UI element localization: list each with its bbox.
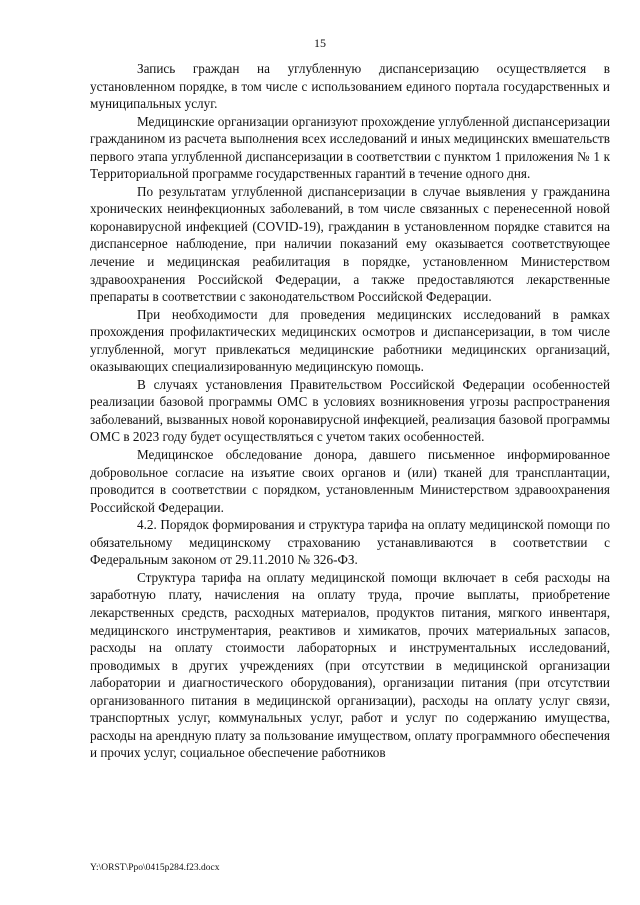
page-number: 15 bbox=[314, 36, 326, 50]
paragraph: 4.2. Порядок формирования и структура тарифа на оплату медицинской помощи по обязательному медицинскому страхованию устанавливаются в соответствии с Федеральным законом от 29.11.2010 № 326-ФЗ. bbox=[90, 517, 610, 568]
document-body bbox=[90, 60, 610, 762]
paragraph: Запись граждан на углубленную диспансеризацию осуществляется в установленном порядке, в том числе с использованием единого портала государственных и муниципальных услуг. bbox=[90, 61, 610, 112]
paragraph: По результатам углубленной диспансеризации в случае выявления у гражданина хронических неинфекционных заболеваний, в том числе связанных с перенесенной новой коронавирусной инфекцией (COVID-19), гражданин в установленном порядке ставится на диспансерное наблюдение, при наличии показаний ему оказывается соответствующее лечение и медицинская реабилитация в порядке, установленном Министерством здравоохранения Российской Федерации, а также предоставляются лекарственные препараты в соответствии с законодательством Российской Федерации. bbox=[90, 183, 610, 305]
paragraph: Медицинские организации организуют прохождение углубленной диспансеризации гражданином из расчета выполнения всех исследований и иных медицинских вмешательств первого этапа углубленной диспансеризации в соответствии с пунктом 1 приложения № 1 к Территориальной программе государственных гарантий в течение одного дня. bbox=[90, 113, 610, 182]
paragraph: При необходимости для проведения медицинских исследований в рамках прохождения профилактических медицинских осмотров и диспансеризации, в том числе углубленной, могут привлекаться медицинские работники медицинских организаций, оказывающих специализированную медицинскую помощь. bbox=[90, 306, 610, 375]
footer-file-path: Y:\ORST\Ppo\0415p284.f23.docx bbox=[90, 863, 220, 873]
paragraph: Структура тарифа на оплату медицинской помощи включает в себя расходы на заработную плату, начисления на оплату труда, прочие выплаты, приобретение лекарственных средств, расходных материалов, продуктов питания, мягкого инвентаря, медицинского инструментария, реактивов и химикатов, прочих материальных запасов, расходы на оплату стоимости лабораторных и инструментальных исследований, проводимых в других учреждениях (при отсутствии в медицинской организации лаборатории и диагностического оборудования), организации питания (при отсутствии организованного питания в медицинской организации), расходы на оплату услуг связи, транспортных услуг, коммунальных услуг, работ и услуг по содержанию имущества, расходы на арендную плату за пользование имуществом, оплату программного обеспечения и прочих услуг, социальное обеспечение работников bbox=[90, 569, 610, 761]
paragraph: Медицинское обследование донора, давшего письменное информированное добровольное согласие на изъятие своих органов и (или) тканей для трансплантации, проводится в соответствии с порядком, установленным Министерством здравоохранения Российской Федерации. bbox=[90, 447, 610, 515]
paragraph: В случаях установления Правительством Российской Федерации особенностей реализации базовой программы ОМС в условиях возникновения угрозы распространения заболеваний, вызванных новой коронавирусной инфекцией, реализация базовой программы ОМС в 2023 году будет осуществляться с учетом таких особенностей. bbox=[90, 376, 610, 445]
